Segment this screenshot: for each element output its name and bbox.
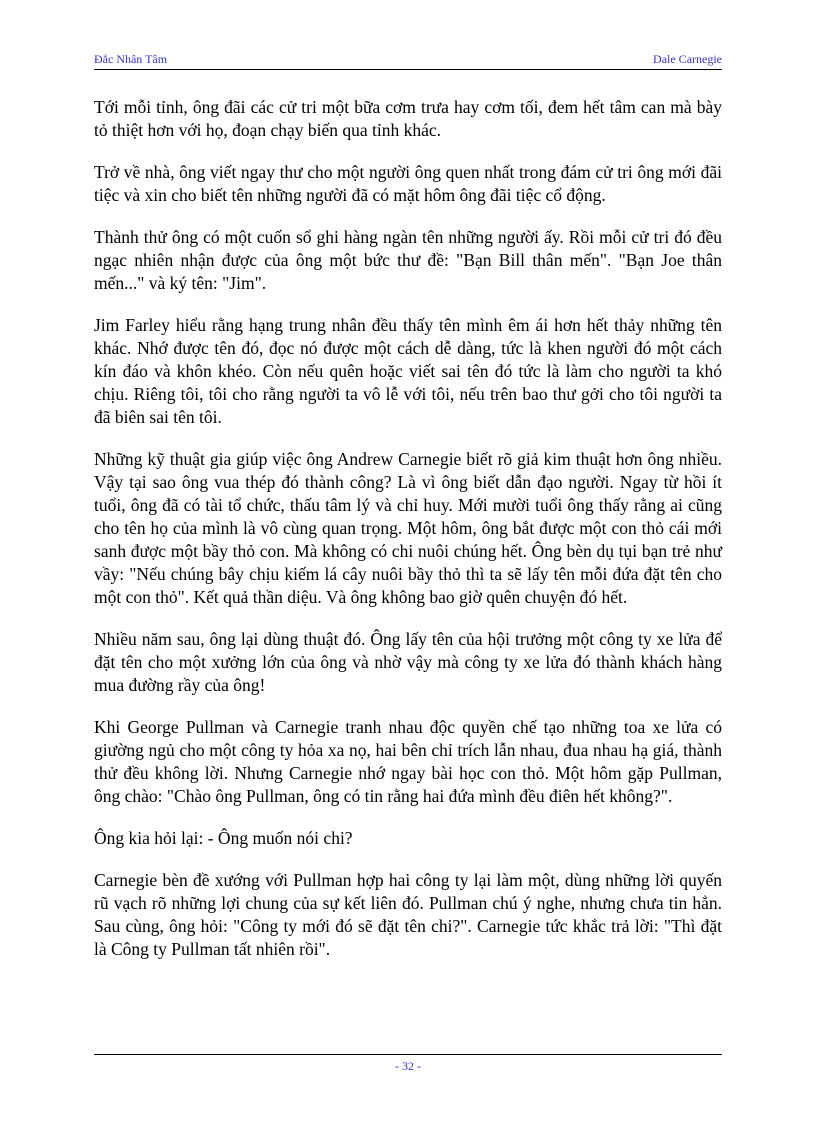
paragraph: Jim Farley hiểu rằng hạng trung nhân đều thấy tên mình êm ái hơn hết thảy những tên khác. Nhớ được tên đó, đọc nó được một cách dễ dàng, tức là khen người đó một cách kín đáo và khôn khéo. Còn nếu quên hoặc viết sai tên đó tức là làm cho người ta khó chịu. Riêng tôi, tôi cho rằng người ta vô lễ với tôi, nếu trên bao thư gởi cho tôi người ta đã biên sai tên tôi. [94, 315, 722, 427]
body-text [94, 96, 722, 980]
footer-divider [94, 1054, 722, 1055]
paragraph: Thành thử ông có một cuốn sổ ghi hàng ngàn tên những người ấy. Rồi mỗi cử tri đó đều ngạc nhiên nhận được của ông một bức thư đề: "Bạn Bill thân mến". "Bạn Joe thân mến..." và ký tên: "Jim". [94, 227, 722, 293]
paragraph: Ông kia hỏi lại: - Ông muốn nói chi? [94, 828, 353, 848]
paragraph: Những kỹ thuật gia giúp việc ông Andrew Carnegie biết rõ giả kim thuật hơn ông nhiều. Vậy tại sao ông vua thép đó thành công? Là vì ông biết dẫn đạo người. Ngay từ hồi ít tuổi, ông đã có tài tổ chức, thấu tâm lý và chỉ huy. Mới mười tuổi ông thấy rằng ai cũng cho tên họ của mình là vô cùng quan trọng. Một hôm, ông bắt được một con thỏ cái mới sanh được một bầy thỏ con. Mà không có chi nuôi chúng hết. Ông bèn dụ tụi bạn trẻ như vầy: "Nếu chúng bây chịu kiếm lá cây nuôi bầy thỏ thì ta sẽ lấy tên mỗi đứa đặt tên cho một con thỏ". Kết quả thần diệu. Và ông không bao giờ quên chuyện đó hết. [94, 449, 722, 607]
book-title: Đắc Nhân Tâm [94, 52, 168, 66]
author-name: Dale Carnegie [653, 52, 722, 66]
paragraph: Tới mỗi tỉnh, ông đãi các cử tri một bữa cơm trưa hay cơm tối, đem hết tâm can mà bày tỏ thiệt hơn với họ, đoạn chạy biến qua tỉnh khác. [94, 97, 722, 140]
page-number: - 32 - [395, 1059, 421, 1073]
paragraph: Nhiều năm sau, ông lại dùng thuật đó. Ông lấy tên của hội trưởng một công ty xe lửa để đặt tên cho một xưởng lớn của ông và nhờ vậy mà công ty xe lửa đó thành khách hàng mua đường rầy của ông! [94, 629, 722, 695]
paragraph: Khi George Pullman và Carnegie tranh nhau độc quyền chế tạo những toa xe lửa có giường ngủ cho một công ty hỏa xa nọ, hai bên chỉ trích lẫn nhau, đua nhau hạ giá, thành thử đều không lời. Nhưng Carnegie nhớ ngay bài học con thỏ. Một hôm gặp Pullman, ông chào: "Chào ông Pullman, ông có tin rằng hai đứa mình đều điên hết không?". [94, 717, 722, 806]
header-divider [94, 69, 722, 70]
page-header [94, 52, 722, 68]
paragraph: Trở về nhà, ông viết ngay thư cho một người ông quen nhất trong đám cử tri ông mới đãi tiệc và xin cho biết tên những người đã có mặt hôm ông đãi tiệc cổ động. [94, 162, 722, 205]
paragraph: Carnegie bèn đề xướng với Pullman hợp hai công ty lại làm một, dùng những lời quyến rũ vạch rõ những lợi chung của sự kết liên đó. Pullman chú ý nghe, nhưng chưa tin hẳn. Sau cùng, ông hỏi: "Công ty mới đó sẽ đặt tên chi?". Carnegie tức khắc trả lời: "Thì đặt là Công ty Pullman tất nhiên rồi". [94, 870, 722, 959]
